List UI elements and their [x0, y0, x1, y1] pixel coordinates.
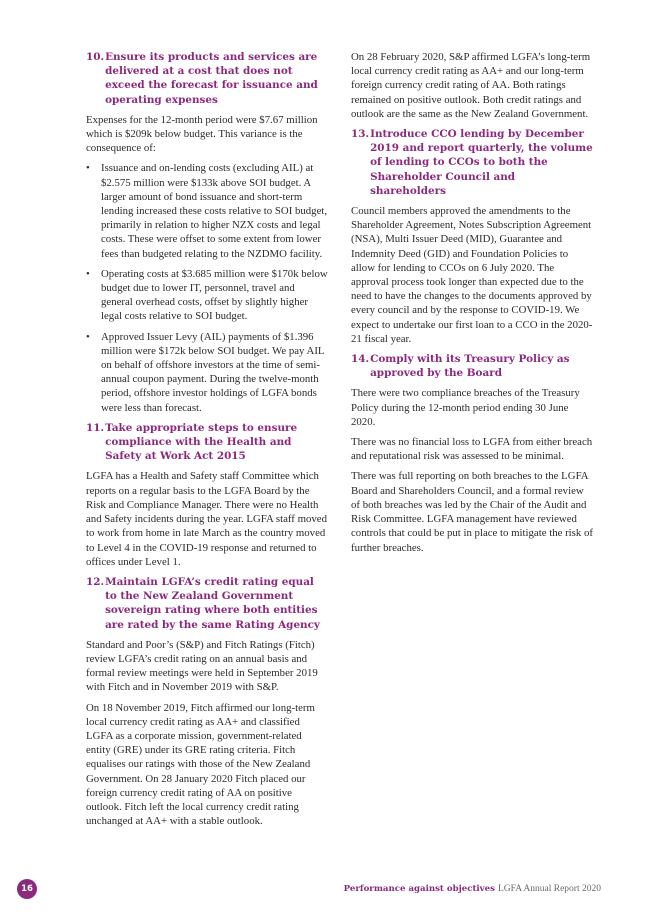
objective-14-paragraph-2: There was no financial loss to LGFA from either breach and reputational risk was assessed to be minimal. — [351, 436, 593, 463]
objective-number: 14. — [351, 353, 370, 366]
objective-14-heading — [351, 352, 593, 380]
objective-number: 12. — [86, 575, 105, 588]
objective-14-paragraph-3: There was full reporting on both breaches to the LGFA Board and Shareholders Council, and a formal review of both breaches was led by the Chair of the Audit and Risk Committee. LGFA management have reviewed controls that could be put in place to mitigate the risk of further breaches. — [351, 470, 593, 554]
left-column — [86, 50, 328, 834]
objective-14-paragraph-1: There were two compliance breaches of the Treasury Policy during the 12-month period ending 30 June 2020. — [351, 387, 580, 428]
bullet-icon: • — [86, 267, 90, 280]
bullet-item — [86, 330, 328, 415]
objective-12-paragraph-2: On 18 November 2019, Fitch affirmed our long-term local currency credit rating as AA+ and classified LGFA as a corporate mission, government-related entity (GRE) under its GRE rating criteria. Fitch equalises our ratings with those of the New Zealand Government. On 28 January 2020 Fitch placed our foreign currency credit rating of AA on positive outlook. Fitch left the local currency credit rating unchanged at AA+ with a stable outlook. — [86, 701, 315, 828]
objective-11-heading — [86, 421, 328, 464]
bullet-text: Issuance and on-lending costs (excluding AIL) at $2.575 million were $133k above SOI budget. A larger amount of bond issuance and short-term lending increased these costs relative to SOI budget, primarily in relation to higher NZX costs and legal costs. These were offset to some extent from lower fees than budgeted relating to the NZDMO facility. — [101, 162, 328, 260]
right-column — [351, 50, 593, 561]
expense-bullet-list — [86, 161, 328, 414]
objective-13-heading — [351, 127, 593, 198]
objective-title: Introduce CCO lending by December 2019 and report quarterly, the volume of lending to CCOs to both the Shareholder Council and shareholders — [370, 128, 593, 197]
objective-number: 10. — [86, 51, 105, 63]
page-footer — [0, 878, 645, 904]
bullet-icon: • — [86, 162, 90, 175]
objective-title: Ensure its products and services are delivered at a cost that does not exceed the forecast for issuance and operating expenses — [105, 51, 318, 106]
objective-number: 13. — [351, 128, 370, 141]
page-number-badge: 16 — [17, 879, 37, 899]
objective-13-paragraph: Council members approved the amendments to the Shareholder Agreement, Notes Subscription Agreement (NSA), Multi Issuer Deed (MID), Guarantee and Indemnity Deed (GID) and Foundation Policies to allow for lending to CCOs on 6 July 2020. The approval process took longer than expected due to the need to have the changes to the documents approved by every council and by the response to COVID-19. We expect to undertake our first loan to a CCO in the 2020-21 fiscal year. — [351, 205, 593, 345]
objective-number: 11. — [86, 421, 105, 434]
bullet-item — [86, 267, 328, 324]
bullet-text: Approved Issuer Levy (AIL) payments of $1.396 million were $172k below SOI budget. We pay AIL on behalf of offshore investors at the time of semi-annual coupon payment. During the twelve-month period, offshore investor holdings of LGFA bonds were less than forecast. — [101, 330, 325, 414]
objective-10-intro: Expenses for the 12-month period were $7.67 million which is $209k below budget. This variance is the consequence of: — [86, 113, 318, 155]
objective-12-continuation: On 28 February 2020, S&P affirmed LGFA’s long-term local currency credit rating as AA+ and our long-term foreign currency credit rating of AA. Both ratings remained on positive outlook. Both credit ratings and outlook are the same as the New Zealand Government. — [351, 51, 591, 120]
objective-12-heading — [86, 575, 328, 632]
objective-title: Take appropriate steps to ensure compliance with the Health and Safety at Work Act 2015 — [105, 421, 298, 463]
footer-section-title: Performance against objectives — [343, 884, 495, 894]
objective-12-paragraph-1: Standard and Poor’s (S&P) and Fitch Ratings (Fitch) review LGFA’s credit rating on an annual basis and formal review meetings were held in September 2019 with Fitch and in November 2019 with S&P. — [86, 638, 318, 694]
bullet-icon: • — [86, 330, 90, 343]
bullet-item — [86, 161, 328, 260]
running-footer — [344, 884, 601, 894]
objective-title: Comply with its Treasury Policy as approved by the Board — [370, 353, 570, 380]
footer-report-title: LGFA Annual Report 2020 — [497, 884, 601, 894]
objective-title: Maintain LGFA’s credit rating equal to the New Zealand Government sovereign rating where both entities are rated by the same Rating Agency — [105, 575, 320, 631]
bullet-text: Operating costs at $3.685 million were $170k below budget due to lower IT, personnel, travel and general overhead costs, offset by slightly higher legal costs relative to SOI budget. — [101, 267, 328, 323]
objective-10-heading — [86, 50, 328, 107]
objective-11-paragraph: LGFA has a Health and Safety staff Committee which reports on a regular basis to the LGFA Board by the Risk and Compliance Manager. There were no Health and Safety incidents during the year. LGFA staff moved to work from home in late March as the country moved to Level 4 in the COVID-19 response and returned to offices under Level 1. — [86, 470, 327, 568]
